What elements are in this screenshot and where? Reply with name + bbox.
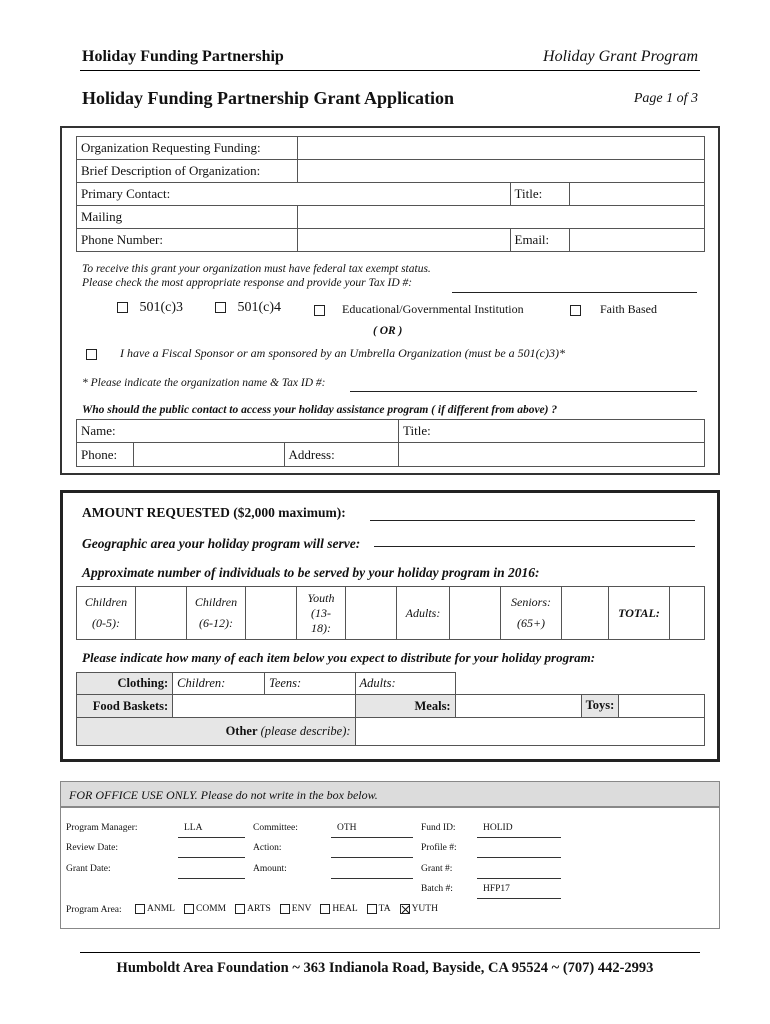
- mailing-label: Mailing: [77, 206, 298, 229]
- children-6-12-label: [187, 587, 246, 640]
- phone-label: Phone Number:: [77, 229, 298, 252]
- fund-id-line[interactable]: [477, 837, 561, 838]
- program-manager-label: Program Manager:: [66, 823, 138, 833]
- checkbox-501c3[interactable]: [117, 302, 128, 313]
- meals-field[interactable]: [456, 695, 582, 717]
- header-right: Holiday Grant Program: [543, 48, 698, 65]
- office-use-header: FOR OFFICE USE ONLY. Please do not write in the box below.: [60, 781, 720, 807]
- seniors-label-b: (65+): [516, 616, 546, 630]
- contact-title-field[interactable]: [443, 420, 705, 443]
- amount-requested-label: AMOUNT REQUESTED ($2,000 maximum):: [82, 505, 346, 520]
- grant-date-line[interactable]: [178, 878, 245, 879]
- clothing-label: Clothing:: [77, 673, 173, 695]
- review-date-label: Review Date:: [66, 843, 118, 853]
- grant-date-label: Grant Date:: [66, 864, 111, 874]
- program-area-label-anml: ANML: [147, 904, 175, 914]
- org-requesting-field[interactable]: [298, 137, 705, 160]
- profile-line[interactable]: [477, 857, 561, 858]
- mailing-field[interactable]: [298, 206, 705, 229]
- checkbox-educational[interactable]: [314, 305, 325, 316]
- option-faith-based-label: Faith Based: [600, 302, 657, 316]
- children-6-12-field[interactable]: [246, 587, 297, 640]
- contact-name-field[interactable]: [133, 420, 399, 443]
- items-label: Please indicate how many of each item below you expect to distribute for your holiday program:: [82, 650, 596, 665]
- primary-contact-field[interactable]: [298, 183, 511, 206]
- checkbox-env[interactable]: [280, 904, 290, 914]
- contact-address-label: Address:: [288, 447, 335, 462]
- checkbox-comm[interactable]: [184, 904, 194, 914]
- food-baskets-label: Food Baskets:: [77, 695, 173, 718]
- children-6-12-label-a: Children: [194, 595, 238, 609]
- public-contact-table: [76, 419, 705, 467]
- tax-note-2: Please check the most appropriate response and provide your Tax ID #:: [82, 277, 413, 289]
- committee-value: OTH: [337, 823, 357, 833]
- page-number: Page 1 of 3: [633, 91, 698, 106]
- program-area-label-env: ENV: [291, 904, 312, 914]
- program-area-arts[interactable]: [235, 904, 271, 914]
- header-left: Holiday Funding Partnership: [82, 48, 284, 65]
- clothing-empty: [455, 673, 704, 695]
- seniors-field[interactable]: [562, 587, 609, 640]
- meals-toys-cell: [455, 695, 619, 718]
- action-line[interactable]: [331, 857, 413, 858]
- email-field[interactable]: [569, 229, 705, 252]
- committee-label: Committee:: [253, 823, 298, 833]
- amount-requested-line[interactable]: [370, 520, 695, 521]
- checkbox-arts[interactable]: [235, 904, 245, 914]
- contact-address-field[interactable]: [399, 443, 705, 467]
- geographic-area-line[interactable]: [374, 546, 695, 547]
- seniors-label: [501, 587, 562, 640]
- contact-phone-label: Phone:: [77, 443, 134, 467]
- sponsor-indicate-label: * Please indicate the organization name & Tax ID #:: [82, 377, 326, 389]
- committee-line[interactable]: [331, 837, 413, 838]
- youth-field[interactable]: [346, 587, 397, 640]
- checkbox-501c4[interactable]: [215, 302, 226, 313]
- clothing-children[interactable]: Children:: [173, 673, 265, 695]
- sponsor-tax-id-line[interactable]: [350, 391, 697, 392]
- org-requesting-label: Organization Requesting Funding:: [77, 137, 298, 160]
- youth-label-c: 18):: [311, 620, 331, 635]
- geographic-area-label: Geographic area your holiday program will serve:: [82, 536, 361, 551]
- program-area-options: [135, 904, 442, 914]
- org-description-label: Brief Description of Organization:: [77, 160, 298, 183]
- contact-title-label: Title:: [399, 420, 444, 443]
- email-label: Email:: [510, 229, 569, 252]
- checkbox-fiscal-sponsor[interactable]: [86, 349, 97, 360]
- clothing-adults[interactable]: Adults:: [355, 673, 455, 695]
- youth-label-b: (13-: [311, 605, 331, 620]
- adults-label: Adults:: [397, 587, 450, 640]
- individuals-table: [76, 586, 705, 640]
- clothing-teens[interactable]: Teens:: [265, 673, 356, 695]
- checkbox-faith-based[interactable]: [570, 305, 581, 316]
- individuals-served-label: Approximate number of individuals to be served by your holiday program in 2016:: [82, 565, 540, 580]
- program-area-heal[interactable]: [320, 904, 357, 914]
- food-baskets-field[interactable]: [173, 695, 355, 718]
- program-area-label-heal: HEAL: [332, 904, 358, 914]
- program-manager-line[interactable]: [178, 837, 245, 838]
- tax-id-line[interactable]: [452, 292, 697, 293]
- checkbox-anml[interactable]: [135, 904, 145, 914]
- tax-note-1: To receive this grant your organization must have federal tax exempt status.: [82, 263, 431, 275]
- other-label-desc: (please describe):: [260, 724, 351, 738]
- youth-label: [297, 587, 346, 640]
- total-field[interactable]: [670, 587, 705, 640]
- footer-rule: [80, 952, 700, 953]
- contact-phone-field[interactable]: [134, 443, 285, 466]
- fund-id-value: HOLID: [483, 823, 513, 833]
- option-faith-based[interactable]: [570, 302, 657, 317]
- program-area-anml[interactable]: [135, 904, 175, 914]
- toys-label: Toys:: [582, 695, 619, 717]
- other-label-bold: Other: [225, 724, 258, 738]
- program-area-env[interactable]: [280, 904, 312, 914]
- batch-line[interactable]: [477, 898, 561, 899]
- option-501c4[interactable]: [215, 300, 281, 316]
- children-0-5-label: [77, 587, 136, 640]
- action-label: Action:: [253, 843, 282, 853]
- amount-line[interactable]: [331, 878, 413, 879]
- checkbox-heal[interactable]: [320, 904, 330, 914]
- program-area-label-arts: ARTS: [247, 904, 271, 914]
- program-area-ta[interactable]: [367, 904, 391, 914]
- program-area-comm[interactable]: [184, 904, 226, 914]
- option-educational[interactable]: [314, 302, 524, 317]
- children-0-5-label-a: Children: [84, 595, 128, 609]
- program-area-label-comm: COMM: [195, 904, 227, 914]
- fiscal-sponsor-option[interactable]: [86, 346, 565, 361]
- total-label: TOTAL:: [609, 587, 670, 640]
- program-area-label: Program Area:: [66, 905, 122, 915]
- adults-field[interactable]: [450, 587, 501, 640]
- program-area-label-yuth: YUTH: [411, 904, 438, 914]
- fund-id-label: Fund ID:: [421, 823, 456, 833]
- other-label: [77, 718, 356, 746]
- grant-number-line[interactable]: [477, 878, 561, 879]
- org-description-field[interactable]: [298, 160, 705, 183]
- title-field[interactable]: [569, 183, 705, 206]
- phone-field[interactable]: [298, 229, 511, 252]
- review-date-line[interactable]: [178, 857, 245, 858]
- or-label: ( OR ): [373, 325, 403, 337]
- children-0-5-label-b: (0-5):: [92, 616, 120, 630]
- contact-phone-cell[interactable]: [133, 443, 399, 467]
- footer-address: Humboldt Area Foundation ~ 363 Indianola Road, Bayside, CA 95524 ~ (707) 442-2993: [116, 960, 654, 976]
- option-501c3-label: 501(c)3: [139, 300, 184, 315]
- option-educational-label: Educational/Governmental Institution: [342, 302, 524, 316]
- children-6-12-label-b: (6-12):: [199, 616, 233, 630]
- checkbox-ta[interactable]: [367, 904, 377, 914]
- profile-label: Profile #:: [421, 843, 457, 853]
- seniors-label-a: Seniors:: [511, 595, 551, 609]
- batch-value: HFP17: [483, 884, 510, 894]
- organization-table: [76, 136, 705, 252]
- option-501c4-label: 501(c)4: [237, 300, 282, 315]
- toys-field[interactable]: [619, 695, 705, 718]
- meals-label: Meals:: [355, 695, 455, 718]
- batch-label: Batch #:: [421, 884, 453, 894]
- other-field[interactable]: [355, 718, 704, 746]
- contact-name-label: Name:: [77, 420, 134, 443]
- title-label: Title:: [510, 183, 569, 206]
- youth-label-a: Youth: [307, 590, 335, 605]
- program-area-label-ta: TA: [378, 904, 391, 914]
- items-table: [76, 672, 705, 746]
- program-area-yuth[interactable]: [400, 904, 438, 914]
- fiscal-sponsor-label: I have a Fiscal Sponsor or am sponsored by an Umbrella Organization (must be a 501(c)3)*: [120, 346, 565, 360]
- grant-number-label: Grant #:: [421, 864, 453, 874]
- page-title: Holiday Funding Partnership Grant Application: [82, 88, 455, 108]
- primary-contact-label: Primary Contact:: [77, 183, 298, 206]
- amount-label: Amount:: [253, 864, 287, 874]
- option-501c3[interactable]: [117, 300, 183, 316]
- public-contact-question: Who should the public contact to access your holiday assistance program ( if different from above) ?: [82, 404, 558, 416]
- program-manager-value: LLA: [184, 823, 203, 833]
- header-rule: [80, 70, 700, 71]
- checkbox-yuth[interactable]: [400, 904, 410, 914]
- children-0-5-field[interactable]: [136, 587, 187, 640]
